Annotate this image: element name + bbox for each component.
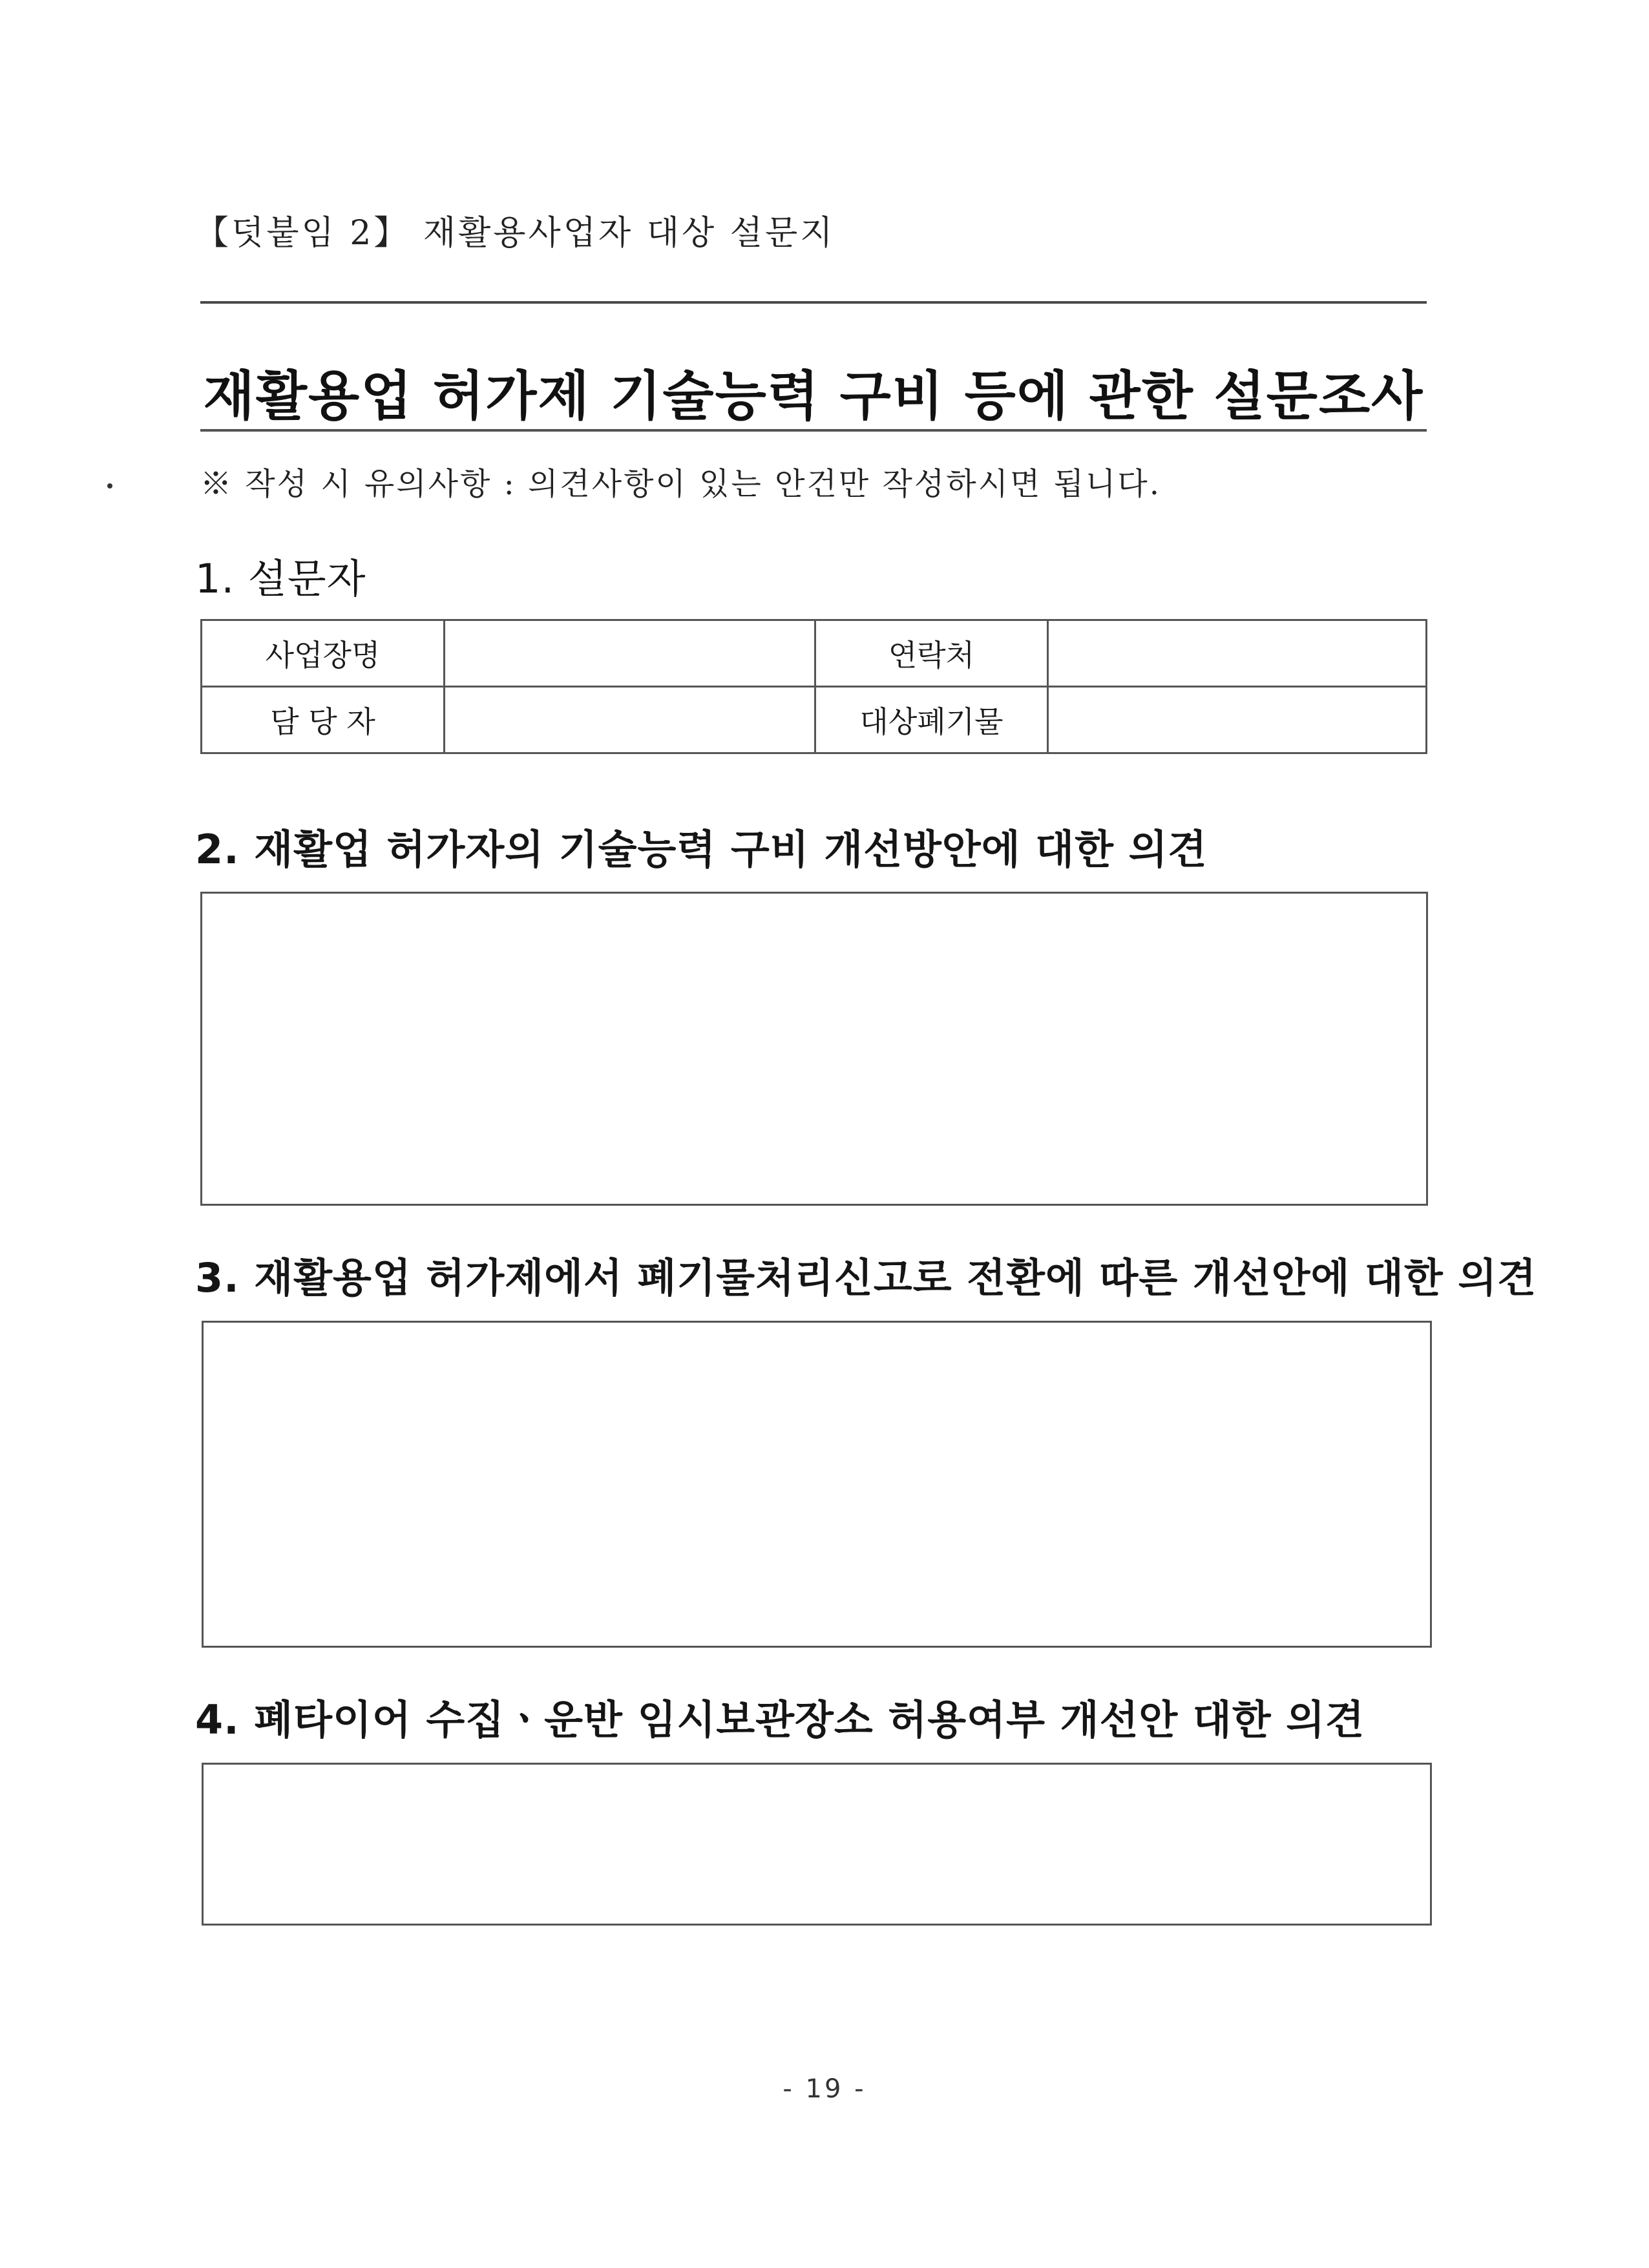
person-in-charge-field[interactable] <box>445 687 815 753</box>
section-respondent-heading: 1. 설문자 <box>195 555 366 602</box>
contact-label: 연락처 <box>815 620 1048 687</box>
section-tire-storage-heading: 4. 폐타이어 수집ㆍ운반 임시보관장소 허용여부 개선안 대한 의견 <box>195 1696 1365 1743</box>
section-technical-capability-heading: 2. 재활업 허가자의 기술능력 구비 개선방안에 대한 의견 <box>195 826 1208 873</box>
report-conversion-answer-box[interactable] <box>202 1321 1432 1648</box>
attachment-label: 【덧붙임 2】 재활용사업자 대상 설문지 <box>195 214 835 253</box>
respondent-table <box>200 619 1427 754</box>
business-name-label: 사업장명 <box>202 620 445 687</box>
section-report-conversion-heading: 3. 재활용업 허가제에서 폐기물처리신고로 전환에 따른 개선안에 대한 의견 <box>195 1254 1537 1301</box>
technical-capability-answer-box[interactable] <box>200 892 1428 1206</box>
header-divider <box>200 301 1427 304</box>
page-number: - 19 - <box>782 2074 867 2104</box>
scan-mark <box>107 483 112 488</box>
table-row <box>202 620 1427 687</box>
business-name-field[interactable] <box>445 620 815 687</box>
table-row <box>202 687 1427 753</box>
writing-notice: ※ 작성 시 유의사항 : 의견사항이 있는 안건만 작성하시면 됩니다. <box>200 466 1161 502</box>
survey-title: 재활용업 허가제 기술능력 구비 등에 관한 설문조사 <box>203 366 1424 427</box>
tire-storage-answer-box[interactable] <box>202 1763 1432 1926</box>
target-waste-field[interactable] <box>1048 687 1427 753</box>
title-underline <box>200 429 1427 432</box>
target-waste-label: 대상폐기물 <box>815 687 1048 753</box>
person-in-charge-label: 담 당 자 <box>202 687 445 753</box>
contact-field[interactable] <box>1048 620 1427 687</box>
